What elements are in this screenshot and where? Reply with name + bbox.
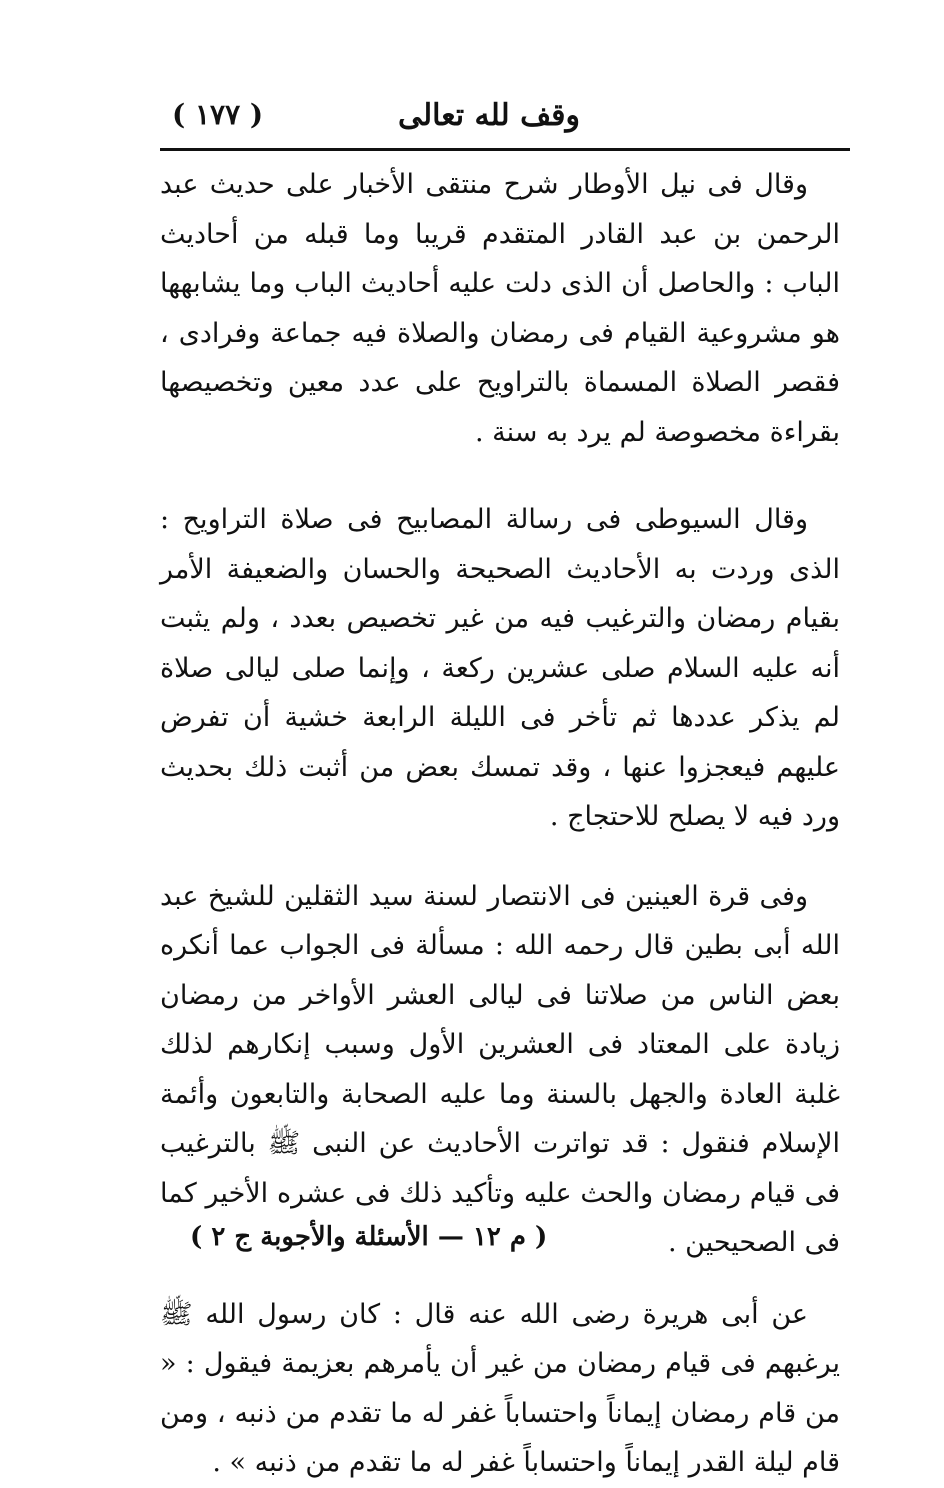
footer-signature: ( م ١٢ — الأسئلة والأجوبة ج ٢ ) [190, 1222, 548, 1252]
paragraph-suyuti: وقال السيوطى فى رسالة المصابيح فى صلاة التراويح : الذى وردت به الأحاديث الصحيحة والحسان والضعيفة الأمر بقيام رمضان والترغيب فيه من غير تخصيص بعدد ، ولم يثبت أنه عليه السلام صلى عشرين ركعة ، وإنما صلى ليالى صلاة لم يذكر عددها ثم تأخر فى الليلة الرابعة خشية أن تفرض عليهم فيعجزوا عنها ، وقد تمسك بعض من أثبت ذلك بحديث ورد فيه لا يصلح للاحتجاج . [160, 504, 840, 832]
running-title: وقف لله تعالى [397, 98, 580, 133]
paragraph-abu-hurayra: عن أبى هريرة رضى الله عنه قال : كان رسول الله ﷺ يرغبهم فى قيام رمضان من غير أن يأمرهم بعزيمة فيقول : « من قام رمضان إيماناً واحتساباً غفر له ما تقدم من ذنبه ، ومن قام ليلة القدر إيماناً واحتساباً غفر له ما تقدم من ذنبه » . [160, 1298, 840, 1478]
page-number: ( ١٧٧ ) [172, 98, 264, 131]
body-text [160, 160, 840, 1488]
header-divider [160, 148, 850, 151]
paragraph-qurrat-al-aynayn: وفى قرة العينين فى الانتصار لسنة سيد الثقلين للشيخ عبد الله أبى بطين قال رحمه الله : مسألة فى الجواب عما أنكره بعض الناس من صلاتنا فى ليالى العشر الأواخر من رمضان زيادة على المعتاد فى العشرين الأول وسبب إنكارهم لذلك غلبة العادة والجهل بالسنة وما عليه الصحابة والتابعون وأئمة الإسلام فنقول : قد تواترت الأحاديث عن النبى ﷺ بالترغيب فى قيام رمضان والحث عليه وتأكيد ذلك فى عشره الأخير كما فى الصحيحين . [160, 880, 840, 1258]
page-header [160, 92, 850, 144]
paragraph-gap [160, 1268, 840, 1290]
paragraph-gap [160, 457, 840, 495]
paragraph-nail-al-awtar: وقال فى نيل الأوطار شرح منتقى الأخبار على حديث عبد الرحمن بن عبد القادر المتقدم قريبا وما قبله من أحاديث الباب : والحاصل أن الذى دلت عليه أحاديث الباب وما يشابهها هو مشروعية القيام فى رمضان والصلاة فيه جماعة وفرادى ، فقصر الصلاة المسماة بالتراويح على عدد معين وتخصيصها بقراءة مخصوصة لم يرد به سنة . [160, 169, 840, 448]
paragraph-gap [160, 842, 840, 872]
